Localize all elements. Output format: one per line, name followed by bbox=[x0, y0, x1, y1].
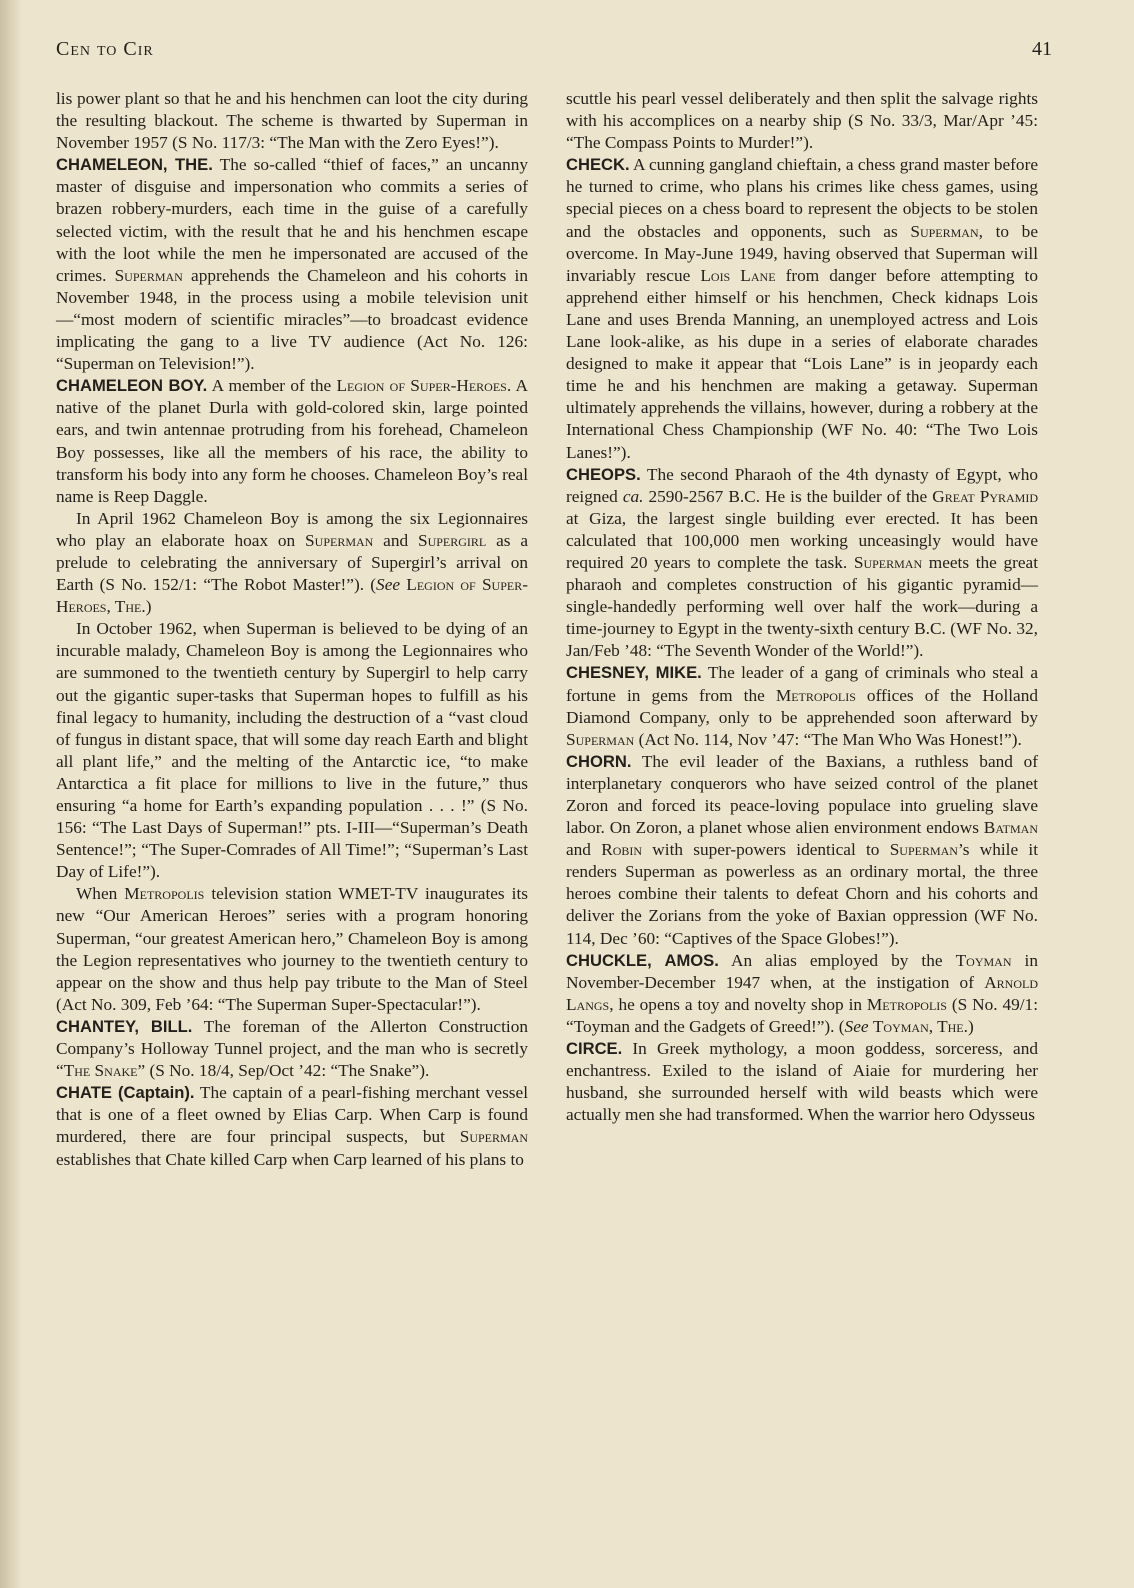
cross-reference: Superman bbox=[889, 840, 958, 860]
entry-headword: CHATE (Captain). bbox=[56, 1083, 195, 1103]
cross-reference: Metropolis bbox=[124, 884, 205, 904]
cross-reference: Toyman, The bbox=[872, 1016, 964, 1036]
entry-headword: CHEOPS. bbox=[566, 464, 641, 484]
entry-cheops: CHEOPS. The second Pharaoh of the 4th dynasty of Egypt, who reigned ca. 2590-2567 B.C. He is the builder of the Great Pyramid at Giza, the largest single building ever erected. It has been calculated that 100,000 men working unceasingly would have required 20 years to complete the task. Superman meets the great pharaoh and completes construction of his gigantic pyramid—single-handedly performing well over half the work—during a time-journey to Egypt in the twenty-sixth century B.C. (WF No. 32, Jan/Feb ’48: “The Seventh Wonder of the World!”). bbox=[566, 464, 1038, 661]
entry-chesney-mike: CHESNEY, MIKE. The leader of a gang of criminals who steal a fortune in gems from the Metropolis offices of the Holland Diamond Company, only to be apprehended soon afterward by Superman (Act No. 114, Nov ’47: “The Man Who Was Honest!”). bbox=[566, 663, 1038, 749]
entry-headword: CHAMELEON BOY. bbox=[56, 376, 208, 396]
right-column bbox=[566, 88, 1038, 1126]
cross-reference: Toyman bbox=[955, 950, 1012, 970]
page-gutter-shadow bbox=[0, 0, 22, 1588]
cross-reference: Superman bbox=[910, 221, 979, 241]
cross-reference: Metropolis bbox=[866, 994, 947, 1014]
paragraph: When Metropolis television station WMET-TV inaugurates its new “Our American Heroes” series with a program honoring Superman, “our greatest American hero,” Chameleon Boy is among the Legion representatives who journey to the twentieth century to appear on the show and thus help pay tribute to the Man of Steel (Act No. 309, Feb ’64: “The Superman Super-Spectacular!”). bbox=[56, 884, 528, 1014]
entry-chorn: CHORN. The evil leader of the Baxians, a ruthless band of interplanetary conquerors who have seized control of the planet Zoron and forced its peace-loving populace into grueling slave labor. On Zoron, a planet whose alien environment endows Batman and Robin with super-powers identical to Superman’s while it renders Superman as powerless as an ordinary mortal, the three heroes combine their talents to defeat Chorn and his cohorts and deliver the Zorians from the yoke of Baxian oppression (WF No. 114, Dec ’60: “Captives of the Space Globes!”). bbox=[566, 751, 1038, 948]
cross-reference: Great Pyramid bbox=[932, 486, 1038, 506]
entry-headword: CHESNEY, MIKE. bbox=[566, 663, 702, 683]
cross-reference: Legion of Super-Heroes, The bbox=[56, 575, 528, 617]
cross-reference: Supergirl bbox=[417, 530, 487, 550]
cross-reference: Superman bbox=[566, 729, 635, 749]
entry-headword: CHANTEY, BILL. bbox=[56, 1016, 193, 1036]
entry-chate: CHATE (Captain). The captain of a pearl-fishing merchant vessel that is one of a fleet owned by Elias Carp. When Carp is found murdered, there are four principal suspects, but Superman establishes that Chate killed Carp when Carp learned of his plans to bbox=[56, 1083, 528, 1169]
cross-reference: Metropolis bbox=[775, 685, 856, 705]
paragraph: In October 1962, when Superman is believed to be dying of an incurable malady, Chameleon Boy is among the Legionnaires who are summoned to the twentieth century by Supergirl to help carry out the gigantic super-tasks that Superman hopes to fulfill as his final legacy to humanity, including the destruction of a “vast cloud of fungus in distant space, that will some day reach Earth and blight all plant life,” and the melting of the Antarctic ice, “to make Antarctica a fit place for millions to live in the future,” thus ensuring “a home for Earth’s expanding population . . . !” (S No. 156: “The Last Days of Superman!” pts. I-III—“Superman’s Death Sentence!”; “The Super-Comrades of All Time!”; “Superman’s Last Day of Life!”). bbox=[56, 619, 528, 882]
cross-reference: Superman bbox=[459, 1127, 528, 1147]
entry-chuckle-amos: CHUCKLE, AMOS. An alias employed by the Toyman in November-December 1947 when, at the instigation of Arnold Langs, he opens a toy and novelty shop in Metropolis (S No. 49/1: “Toyman and the Gadgets of Greed!”). (See Toyman, The.) bbox=[566, 950, 1039, 1036]
entry-circe: CIRCE. In Greek mythology, a moon goddess, sorceress, and enchantress. Exiled to the island of Aiaie for murdering her husband, she surrounded herself with wild beasts which were actually men she had transformed. When the warrior hero Odysseus bbox=[566, 1039, 1038, 1125]
running-head: Cen to Cir bbox=[56, 38, 154, 60]
cross-reference: Superman bbox=[114, 265, 183, 285]
entry-headword: CHORN. bbox=[566, 751, 632, 771]
entry-headword: CHECK. bbox=[566, 155, 630, 175]
entry-headword: CIRCE. bbox=[566, 1039, 623, 1059]
cross-reference: Robin bbox=[601, 840, 643, 860]
entry-chameleon: CHAMELEON, THE. The so-called “thief of faces,” an uncanny master of disguise and impersonation who commits a series of brazen robbery-murders, each time in the guise of a carefully selected victim, with the result that he and his henchmen escape with the loot while the men he impersonated are accused of the crimes. Superman apprehends the Chameleon and his cohorts in November 1948, in the process using a mobile television unit—“most modern of scientific miracles”—to broadcast evidence implicating the gang to a live TV audience (Act No. 126: “Superman on Television!”). bbox=[56, 155, 528, 374]
cross-reference: Batman bbox=[983, 818, 1038, 838]
entry-continuation: lis power plant so that he and his henchmen can loot the city during the resulting blackout. The scheme is thwarted by Superman in November 1957 (S No. 117/3: “The Man with the Zero Eyes!”). bbox=[56, 89, 528, 153]
entry-headword: CHUCKLE, AMOS. bbox=[566, 950, 719, 970]
entry-chameleon-boy: CHAMELEON BOY. A member of the Legion of Super-Heroes. A native of the planet Durla with gold-colored skin, large pointed ears, and twin antennae protruding from his forehead, Chameleon Boy possesses, like all the members of his race, the ability to transform his body into any form he chooses. Chameleon Boy’s real name is Reep Daggle. bbox=[56, 376, 528, 506]
entry-chantey-bill: CHANTEY, BILL. The foreman of the Allerton Construction Company’s Holloway Tunnel project, and the man who is secretly “The Snake” (S No. 18/4, Sep/Oct ’42: “The Snake”). bbox=[56, 1016, 528, 1081]
cross-reference: Superman bbox=[305, 530, 374, 550]
cross-reference: The Snake bbox=[63, 1061, 138, 1081]
entry-continuation: scuttle his pearl vessel deliberately and then split the salvage rights with his accomplices on a nearby ship (S No. 33/3, Mar/Apr ’45: “The Compass Points to Murder!”). bbox=[566, 89, 1038, 153]
left-column bbox=[56, 88, 528, 1171]
entry-check: CHECK. A cunning gangland chieftain, a chess grand master before he turned to crime, who plans his crimes like chess games, using special pieces on a chess board to represent the objects to be stolen and the obstacles and opponents, such as Superman, to be overcome. In May-June 1949, having observed that Superman will invariably rescue Lois Lane from danger before attempting to apprehend either himself or his henchmen, Check kidnaps Lois Lane and uses Brenda Manning, an unemployed actress and Lois Lane look-alike, as his dupe in a series of elaborate charades designed to make it appear that “Lois Lane” is in jeopardy each time he and his henchmen are making a getaway. Superman ultimately apprehends the villains, however, during a robbery at the International Chess Championship (WF No. 40: “The Two Lois Lanes!”). bbox=[566, 155, 1038, 462]
cross-reference: Legion of Super-Heroes bbox=[336, 376, 507, 396]
page-number: 41 bbox=[1032, 38, 1052, 60]
cross-reference: Superman bbox=[853, 552, 923, 572]
paragraph: In April 1962 Chameleon Boy is among the six Legionnaires who play an elaborate hoax on Superman and Supergirl as a prelude to celebrating the anniversary of Supergirl’s arrival on Earth (S No. 152/1: “The Robot Master!”). (See Legion of Super-Heroes, The.) bbox=[56, 508, 528, 617]
entry-headword: CHAMELEON, THE. bbox=[56, 155, 213, 175]
cross-reference: Lois Lane bbox=[700, 265, 776, 285]
cross-reference: Arnold Langs bbox=[566, 972, 1038, 1014]
